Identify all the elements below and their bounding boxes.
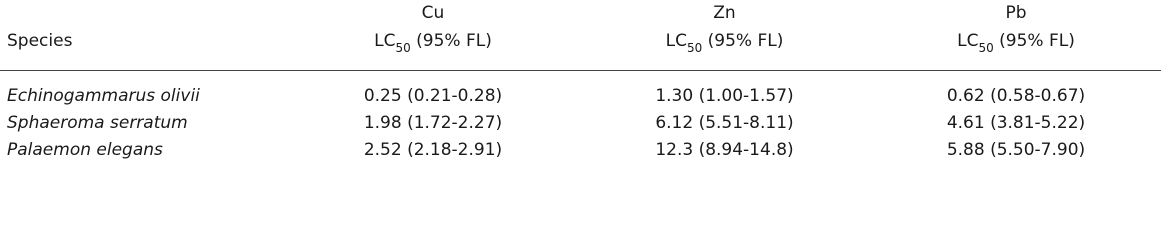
value-cell-cu: 2.52 (2.18-2.91) [363, 140, 503, 160]
value-cell-pb: 4.61 (3.81-5.22) [946, 113, 1086, 133]
table-row [0, 110, 1161, 137]
header-measure-zn [578, 30, 871, 71]
header-measure-cu-lc: LC [374, 31, 396, 51]
value-cell-cu: 0.25 (0.21-0.28) [363, 86, 503, 106]
header-measure-zn-interval: (95% FL) [702, 31, 784, 51]
header-measure-pb [871, 30, 1161, 71]
table-body [0, 71, 1161, 165]
header-measure-cu [288, 30, 578, 71]
species-cell: Echinogammarus olivii [7, 86, 200, 106]
header-measure-zn-lc: LC [665, 31, 687, 51]
header-measure-pb-sub: 50 [978, 41, 994, 55]
header-row-measure [0, 30, 1161, 71]
header-measure-cu-interval: (95% FL) [410, 31, 492, 51]
header-measure-pb-lc: LC [957, 31, 979, 51]
table-row [0, 71, 1161, 111]
header-metal-zn: Zn [713, 3, 736, 23]
header-species-spacer [0, 0, 288, 30]
species-cell: Palaemon elegans [7, 140, 163, 160]
header-metal-pb: Pb [1005, 3, 1027, 23]
value-cell-zn: 12.3 (8.94-14.8) [655, 140, 794, 160]
species-cell: Sphaeroma serratum [7, 113, 188, 133]
header-measure-pb-interval: (95% FL) [993, 31, 1075, 51]
value-cell-pb: 5.88 (5.50-7.90) [946, 140, 1086, 160]
value-cell-zn: 6.12 (5.51-8.11) [655, 113, 794, 133]
value-cell-cu: 1.98 (1.72-2.27) [363, 113, 503, 133]
value-cell-zn: 1.30 (1.00-1.57) [655, 86, 794, 106]
table-header [0, 0, 1161, 71]
header-measure-zn-sub: 50 [686, 41, 703, 55]
table-row [0, 137, 1161, 164]
header-row-metals [0, 0, 1161, 30]
header-measure-cu-sub: 50 [395, 41, 411, 55]
header-metal-cu: Cu [421, 3, 445, 23]
header-species: Species [0, 30, 288, 71]
value-cell-pb: 0.62 (0.58-0.67) [946, 86, 1086, 106]
